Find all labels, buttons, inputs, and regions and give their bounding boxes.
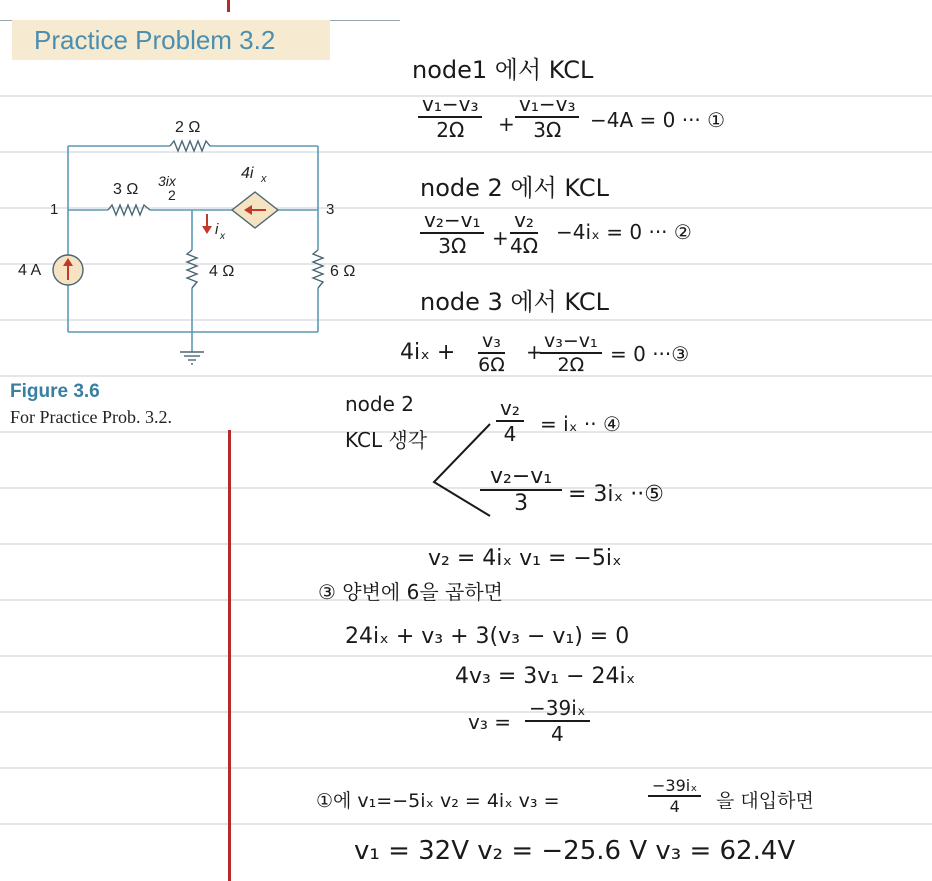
eq1-f2-den: 3Ω [533, 118, 562, 142]
eq2-fraction-2 [510, 208, 538, 258]
page-title: Practice Problem 3.2 [34, 25, 276, 55]
line-v3-den: 4 [550, 722, 564, 746]
eq2-rest: −4iₓ = 0 ··· ② [556, 220, 692, 244]
eq1-f2-num: v₁−v₃ [515, 92, 579, 118]
eq3-f2-den: 2Ω [557, 354, 585, 376]
label-r-left: 3 Ω [113, 181, 139, 198]
eq4-rest: = iₓ ·· ④ [540, 412, 621, 436]
eq1-rest: −4A = 0 ··· ① [590, 108, 726, 132]
label-node-2: 2 [168, 187, 176, 203]
note-node1-heading: node1 에서 KCL [412, 56, 594, 84]
label-node-3: 3 [326, 201, 335, 218]
label-current: i [215, 221, 219, 238]
eq3-f2-num: v₃−v₁ [540, 330, 602, 354]
line-substitute-fraction [648, 776, 701, 816]
eq2-f2-num: v₂ [510, 208, 538, 234]
line-v3-num: −39iₓ [525, 696, 590, 722]
eq1-f1-num: v₁−v₃ [418, 92, 482, 118]
line-rearrange: 4v₃ = 3v₁ − 24iₓ [455, 664, 636, 689]
eq3-fraction-2 [540, 330, 602, 376]
eq3-lead: 4iₓ + [400, 340, 456, 365]
line-multiply: ③ 양변에 6을 곱하면 [318, 580, 503, 604]
eq5-fraction [480, 464, 562, 516]
eq1-f1-den: 2Ω [436, 118, 465, 142]
label-ind-source: 4 A [18, 262, 42, 279]
eq5-den: 3 [514, 491, 529, 516]
figure-label: Figure 3.6 [10, 381, 100, 402]
label-dep-source: 4i [241, 165, 254, 182]
label-r-right: 6 Ω [330, 263, 356, 280]
label-r-top: 2 Ω [175, 119, 201, 136]
line-v-values: v₂ = 4iₓ v₁ = −5iₓ [428, 546, 622, 571]
eq5-rest: = 3iₓ ··⑤ [568, 482, 665, 507]
eq2-f2-den: 4Ω [510, 234, 539, 258]
line-v3-lead: v₃ = [468, 710, 511, 734]
eq2-f1-num: v₂−v₁ [420, 208, 484, 234]
line-substitute-b: 을 대입하면 [716, 790, 814, 812]
eq2-fraction-1 [420, 208, 484, 258]
circuit-diagram [0, 100, 370, 370]
dependent-source-icon [232, 192, 278, 228]
label-r-mid: 4 Ω [209, 263, 235, 280]
eq3-f1-den: 6Ω [478, 354, 505, 376]
eq2-plus: + [492, 226, 509, 250]
final-answer: v₁ = 32V v₂ = −25.6 V v₃ = 62.4V [354, 836, 796, 866]
line-expand: 24iₓ + v₃ + 3(v₃ − v₁) = 0 [345, 624, 630, 649]
figure-caption: For Practice Prob. 3.2. [10, 407, 172, 427]
line-sub-num: −39iₓ [648, 776, 701, 797]
eq3-fraction-1 [478, 330, 505, 376]
eq3-rest: = 0 ···③ [610, 342, 690, 366]
eq5-num: v₂−v₁ [480, 464, 562, 491]
note-node3-heading: node 3 에서 KCL [420, 288, 609, 316]
label-current-sub: x [220, 231, 225, 242]
eq1-plus: + [498, 112, 515, 136]
line-v3-fraction [525, 696, 590, 746]
label-node-1: 1 [50, 201, 59, 218]
eq4-num: v₂ [496, 396, 524, 422]
line-substitute-a: ①에 v₁=−5iₓ v₂ = 4iₓ v₃ = [316, 790, 560, 812]
line-sub-den: 4 [669, 797, 680, 816]
margin-line-top [227, 0, 230, 12]
eq4-den: 4 [503, 422, 517, 446]
margin-line [228, 430, 231, 881]
side-note-kcl: KCL 생각 [345, 428, 428, 452]
label-r-left-annot: 3ix [158, 173, 176, 189]
eq3-f1-num: v₃ [478, 330, 505, 354]
eq3-plus: + [526, 340, 543, 364]
eq1-fraction-1 [418, 92, 482, 142]
current-source-icon [53, 255, 83, 285]
label-dep-source-sub: x [261, 173, 267, 185]
eq2-f1-den: 3Ω [438, 234, 467, 258]
current-arrow-icon [202, 214, 212, 234]
eq4-fraction [496, 396, 524, 446]
side-note-node2: node 2 [345, 392, 414, 416]
eq1-fraction-2 [515, 92, 579, 142]
note-node2-heading: node 2 에서 KCL [420, 174, 609, 202]
